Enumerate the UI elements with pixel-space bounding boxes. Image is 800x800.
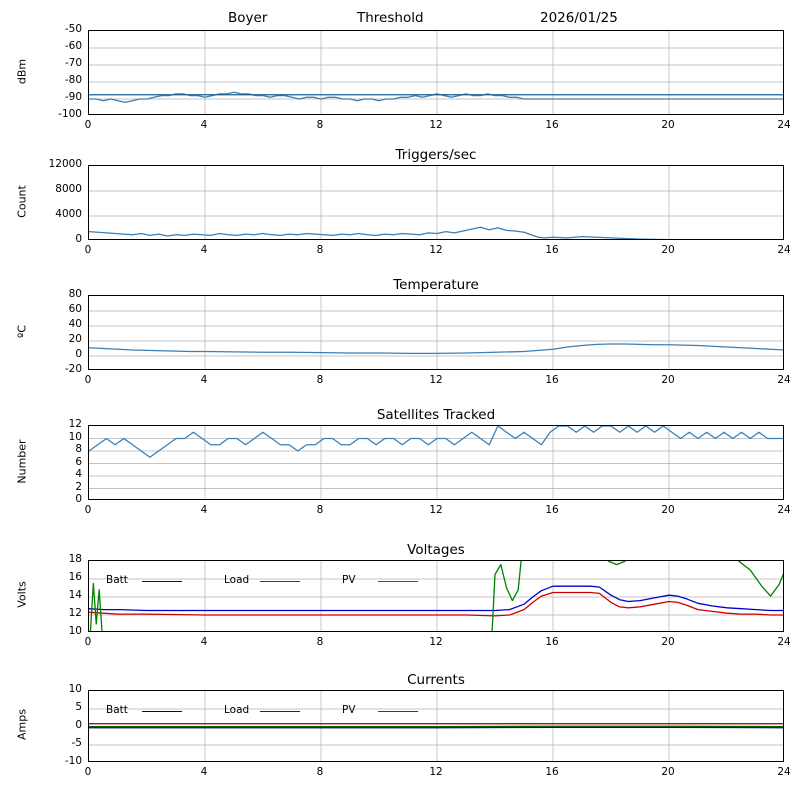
chart-title-currents: Currents — [407, 672, 465, 688]
xtick-signal: 8 — [316, 119, 324, 131]
series-canvas-temperature — [89, 296, 784, 370]
legend-label-voltages-batt: Batt — [106, 574, 128, 586]
xtick-voltages: 8 — [316, 636, 324, 648]
plot-area-triggers — [88, 165, 784, 240]
xtick-temperature: 16 — [545, 374, 559, 386]
xtick-triggers: 16 — [545, 244, 559, 256]
chart-title-voltages: Voltages — [407, 542, 465, 558]
xtick-voltages: 16 — [545, 636, 559, 648]
ytick-satellites: 4 — [75, 468, 82, 480]
xtick-voltages: 24 — [777, 636, 791, 648]
ytick-signal: -50 — [64, 23, 82, 35]
plot-area-satellites — [88, 425, 784, 500]
ytick-signal: -100 — [58, 108, 82, 120]
legend-swatch-currents-batt — [142, 711, 182, 712]
ytick-triggers: 8000 — [55, 183, 82, 195]
legend-swatch-voltages-pv — [378, 581, 418, 582]
xtick-satellites: 0 — [84, 504, 92, 516]
header-mode: Threshold — [357, 10, 424, 26]
xtick-satellites: 24 — [777, 504, 791, 516]
ylabel-signal: dBm — [15, 58, 29, 84]
xtick-triggers: 12 — [429, 244, 443, 256]
xtick-currents: 8 — [316, 766, 324, 778]
xtick-signal: 24 — [777, 119, 791, 131]
xtick-currents: 16 — [545, 766, 559, 778]
ytick-currents: -5 — [71, 737, 82, 749]
ytick-signal: -80 — [64, 74, 82, 86]
xtick-triggers: 24 — [777, 244, 791, 256]
xtick-currents: 24 — [777, 766, 791, 778]
legend-label-currents-batt: Batt — [106, 704, 128, 716]
ytick-voltages: 18 — [68, 553, 82, 565]
series-canvas-satellites — [89, 426, 784, 500]
legend-swatch-currents-pv — [378, 711, 418, 712]
ytick-signal: -70 — [64, 57, 82, 69]
ytick-temperature: 0 — [75, 348, 82, 360]
ytick-satellites: 0 — [75, 493, 82, 505]
series-canvas-signal — [89, 31, 784, 115]
xtick-satellites: 4 — [200, 504, 208, 516]
ytick-currents: -10 — [64, 755, 82, 767]
ytick-triggers: 12000 — [48, 158, 82, 170]
ytick-temperature: 80 — [68, 288, 82, 300]
chart-title-temperature: Temperature — [393, 277, 479, 293]
header-date: 2026/01/25 — [540, 10, 618, 26]
xtick-temperature: 4 — [200, 374, 208, 386]
xtick-satellites: 8 — [316, 504, 324, 516]
ytick-satellites: 10 — [68, 430, 82, 443]
plot-area-signal — [88, 30, 784, 115]
chart-title-satellites: Satellites Tracked — [376, 407, 496, 423]
legend-swatch-voltages-load — [260, 581, 300, 582]
xtick-voltages: 4 — [200, 636, 208, 648]
xtick-temperature: 0 — [84, 374, 92, 386]
legend-label-currents-pv: PV — [342, 704, 356, 716]
ytick-voltages: 16 — [68, 571, 82, 583]
xtick-signal: 20 — [661, 119, 675, 131]
xtick-triggers: 20 — [661, 244, 675, 256]
xtick-voltages: 12 — [429, 636, 443, 648]
ytick-satellites: 6 — [75, 455, 82, 468]
xtick-voltages: 20 — [661, 636, 675, 648]
ytick-satellites: 12 — [68, 418, 82, 430]
ytick-temperature: 20 — [68, 333, 82, 345]
ytick-temperature: -20 — [64, 363, 82, 375]
series-canvas-triggers — [89, 166, 784, 240]
xtick-signal: 12 — [429, 119, 443, 131]
xtick-temperature: 12 — [429, 374, 443, 386]
ytick-currents: 5 — [75, 701, 82, 713]
xtick-satellites: 20 — [661, 504, 675, 516]
xtick-signal: 0 — [84, 119, 92, 131]
xtick-currents: 0 — [84, 766, 92, 778]
ytick-triggers: 0 — [75, 233, 82, 245]
chart-title-triggers: Triggers/sec — [395, 147, 477, 163]
xtick-signal: 16 — [545, 119, 559, 131]
legend-swatch-currents-load — [260, 711, 300, 712]
legend-label-voltages-pv: PV — [342, 574, 356, 586]
ylabel-temperature: ºC — [15, 324, 29, 338]
ytick-signal: -90 — [64, 91, 82, 103]
ytick-currents: 10 — [68, 683, 82, 695]
ytick-voltages: 14 — [68, 589, 82, 601]
plot-area-currents — [88, 690, 784, 762]
ytick-signal: -60 — [64, 40, 82, 52]
ylabel-satellites: Number — [15, 438, 29, 484]
ytick-satellites: 2 — [75, 480, 82, 493]
ytick-temperature: 40 — [68, 318, 82, 330]
series-canvas-voltages — [89, 561, 784, 632]
legend-label-currents-load: Load — [224, 704, 250, 716]
legend-swatch-voltages-batt — [142, 581, 182, 582]
ylabel-triggers: Count — [15, 184, 29, 218]
ytick-triggers: 4000 — [55, 208, 82, 220]
xtick-temperature: 20 — [661, 374, 675, 386]
xtick-temperature: 24 — [777, 374, 791, 386]
xtick-satellites: 12 — [429, 504, 443, 516]
xtick-triggers: 8 — [316, 244, 324, 256]
plot-area-temperature — [88, 295, 784, 370]
ytick-currents: 0 — [75, 719, 82, 731]
ytick-satellites: 8 — [75, 443, 82, 455]
xtick-currents: 20 — [661, 766, 675, 778]
ytick-temperature: 60 — [68, 303, 82, 315]
xtick-voltages: 0 — [84, 636, 92, 648]
legend-label-voltages-load: Load — [224, 574, 250, 586]
xtick-currents: 12 — [429, 766, 443, 778]
header-station: Boyer — [228, 10, 268, 26]
xtick-triggers: 4 — [200, 244, 208, 256]
xtick-currents: 4 — [200, 766, 208, 778]
ylabel-currents: Amps — [15, 709, 29, 740]
ylabel-voltages: Volts — [15, 581, 29, 608]
plot-area-voltages — [88, 560, 784, 632]
xtick-satellites: 16 — [545, 504, 559, 516]
ytick-voltages: 12 — [68, 607, 82, 619]
series-canvas-currents — [89, 691, 784, 762]
xtick-triggers: 0 — [84, 244, 92, 256]
xtick-temperature: 8 — [316, 374, 324, 386]
ytick-voltages: 10 — [68, 625, 82, 637]
xtick-signal: 4 — [200, 119, 208, 131]
